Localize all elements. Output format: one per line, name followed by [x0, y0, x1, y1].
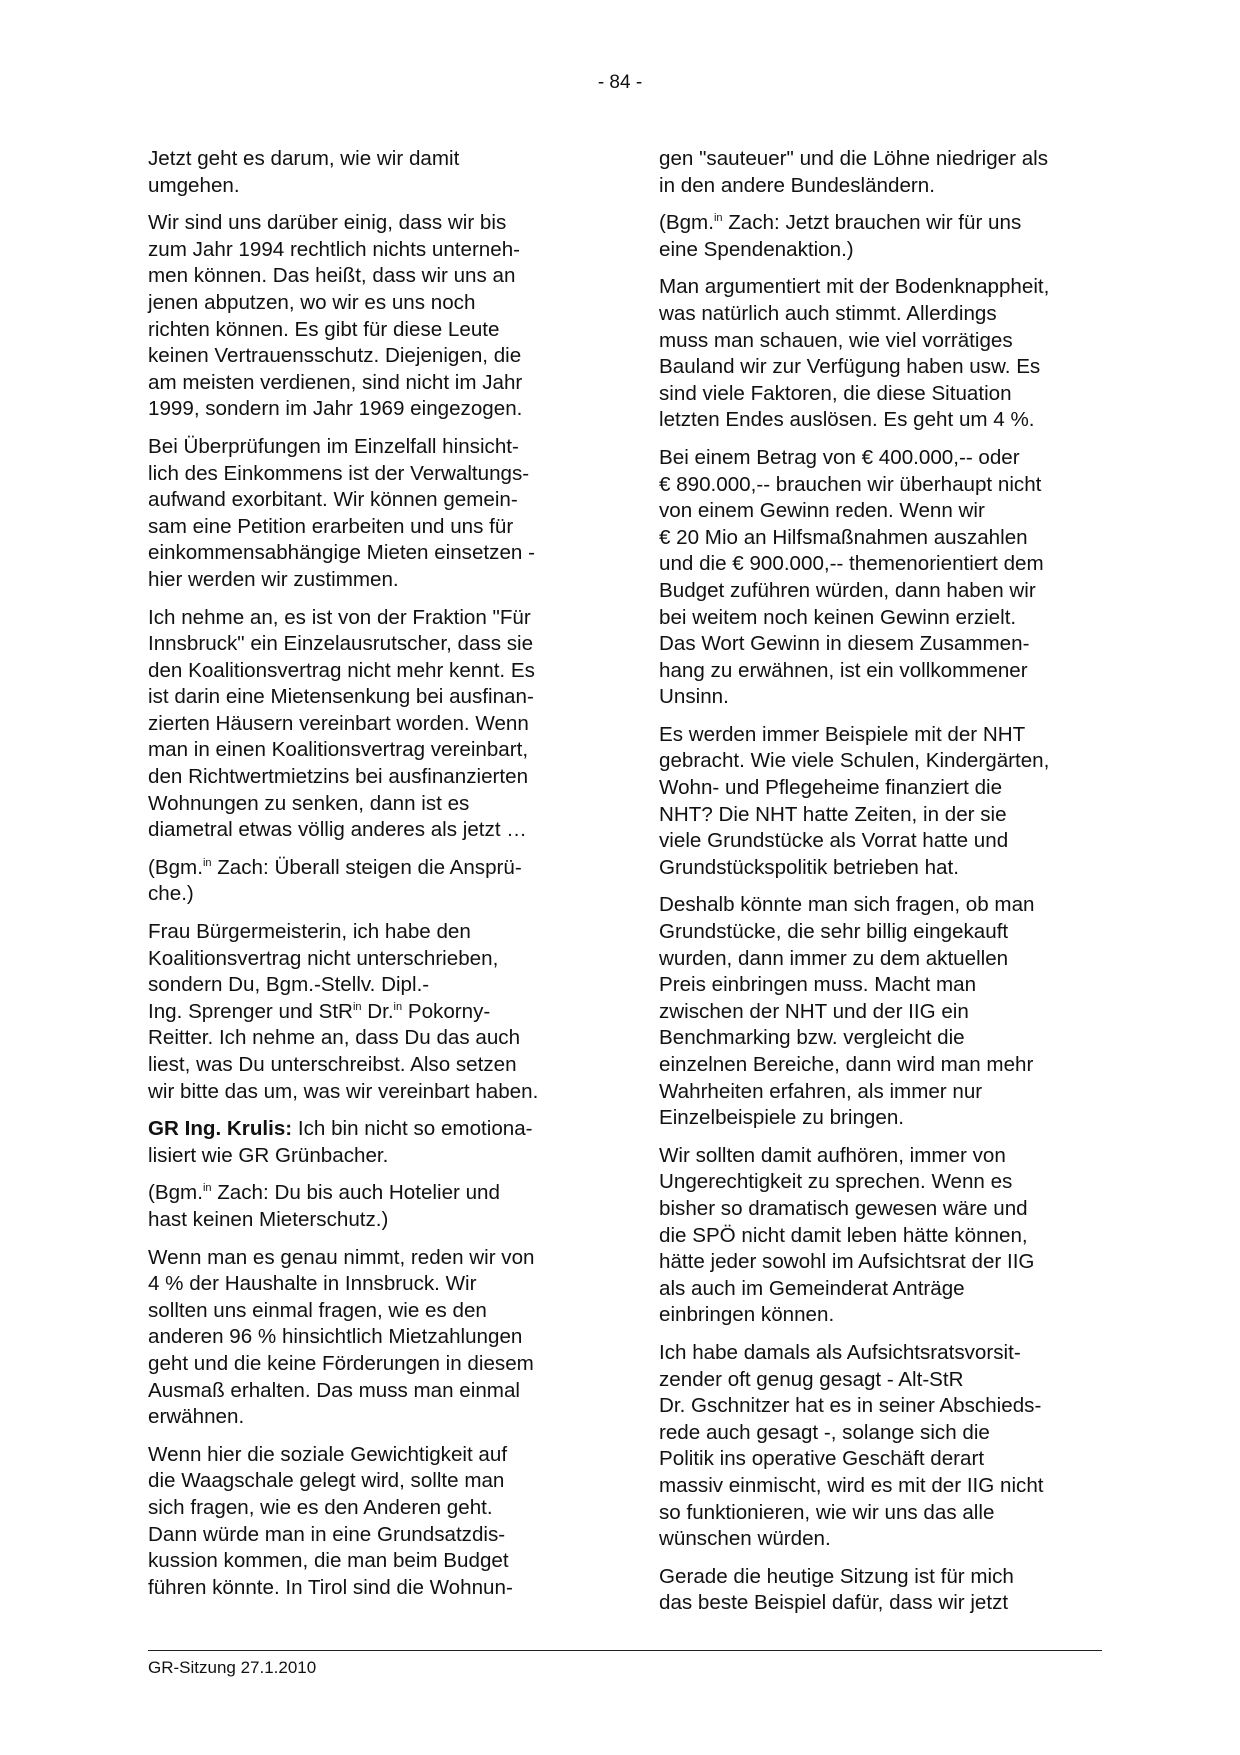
paragraph: Jetzt geht es darum, wie wir damit umgehen.	[148, 147, 460, 197]
paragraph: Ich nehme an, es ist von der Fraktion "Für Innsbruck" ein Einzelausrutscher, dass sie den Koalitionsvertrag nicht mehr kennt. Es ist darin eine Mietensenkung bei ausfinan- zierten Häusern vereinbart worden. Wenn man in einen Koalitionsvertrag vereinbart, den Richtwertmietzins bei ausfinanzierten Wohnungen zu senken, dann ist es diametral etwas völlig anderes als jetzt …	[148, 605, 535, 842]
paragraph: Gerade die heutige Sitzung ist für mich das beste Beispiel dafür, dass wir jetzt	[659, 1564, 1014, 1615]
superscript-in: in	[202, 1182, 212, 1195]
paragraph: GR Ing. Krulis: Ich bin nicht so emotiona- lisiert wie GR Grünbacher.	[148, 1117, 533, 1167]
paragraph: Man argumentiert mit der Bodenknappheit, was natürlich auch stimmt. Allerdings muss man schauen, wie viel vorrätiges Bauland wir zur Verfügung haben usw. Es sind viele Faktoren, die diese Situation letzten Endes auslösen. Es geht um 4 %.	[659, 275, 1050, 432]
paragraph: Wenn man es genau nimmt, reden wir von 4 % der Haushalte in Innsbruck. Wir sollten uns einmal fragen, wie es den anderen 96 % hinsichtlich Mietzahlungen geht und die keine Förderungen in diesem Ausmaß erhalten. Das muss man einmal erwähnen.	[148, 1245, 535, 1429]
paragraph: Bei Überprüfungen im Einzelfall hinsicht- lich des Einkommens ist der Verwaltungs- aufwand exorbitant. Wir können gemein- sam eine Petition erarbeiten und uns für einkommensabhängige Mieten einsetzen - hier werden wir zustimmen.	[148, 434, 535, 591]
superscript-in: in	[713, 212, 723, 225]
paragraph: Ich habe damals als Aufsichtsratsvorsit- zender oft genug gesagt - Alt-StR Dr. Gschnitzer hat es in seiner Abschieds- rede auch gesagt -, solange sich die Politik ins operative Geschäft derart massiv einmischt, wird es mit der IIG nicht so funktionieren, wie wir uns das alle wünschen würden.	[659, 1340, 1044, 1551]
footer-divider	[148, 1650, 1102, 1651]
paragraph: (Bgm.$^{in}$ Zach: Du bis auch Hotelier und hast keinen Mieterschutz.)	[148, 1181, 500, 1231]
footer-session-date: GR-Sitzung 27.1.2010	[148, 1658, 317, 1677]
speaker-name: GR Ing. Krulis:	[148, 1117, 293, 1141]
page-number: - 84 -	[597, 72, 643, 93]
superscript-in: in	[352, 1000, 362, 1013]
paragraph: Wir sollten damit aufhören, immer von Ungerechtigkeit zu sprechen. Wenn es bisher so dramatisch gewesen wäre und die SPÖ nicht damit leben hätte können, hätte jeder sowohl im Aufsichtsrat der IIG als auch im Gemeinderat Anträge einbringen können.	[659, 1143, 1035, 1327]
paragraph: Wenn hier die soziale Gewichtigkeit auf die Waagschale gelegt wird, sollte man sich fragen, wie es den Anderen geht. Dann würde man in eine Grundsatzdis- kussion kommen, die man beim Budget führen könnte. In Tirol sind die Wohnun-	[148, 1442, 513, 1599]
paragraph: Frau Bürgermeisterin, ich habe den Koalitionsvertrag nicht unterschrieben, sondern Du, Bgm.-Stellv. Dipl.- Ing. Sprenger und StR$^{in}$ Dr.$^{in}$ Pokorny- Reitter. Ich nehme an, dass Du das auch liest, was Du unterschreibst. Also setzen wir bitte das um, was wir vereinbart haben.	[148, 920, 539, 1103]
paragraph: Deshalb könnte man sich fragen, ob man Grundstücke, die sehr billig eingekauft wurden, dann immer zu dem aktuellen Preis einbringen muss. Macht man zwischen der NHT und der IIG ein Benchmarking bzw. vergleicht die einzelnen Bereiche, dann wird man mehr Wahrheiten erfahren, als immer nur Einzelbeispiele zu bringen.	[659, 893, 1035, 1130]
paragraph: (Bgm.$^{in}$ Zach: Jetzt brauchen wir für uns eine Spendenaktion.)	[659, 211, 1022, 261]
paragraph: Es werden immer Beispiele mit der NHT gebracht. Wie viele Schulen, Kindergärten, Wohn- und Pflegeheime finanziert die NHT? Die NHT hatte Zeiten, in der sie viele Grundstücke als Vorrat hatte und Grundstückspolitik betrieben hat.	[659, 722, 1050, 879]
paragraph: (Bgm.$^{in}$ Zach: Überall steigen die Ansprü- che.)	[148, 855, 522, 906]
superscript-in: in	[202, 856, 212, 869]
superscript-in: in	[393, 1000, 403, 1013]
paragraph: Wir sind uns darüber einig, dass wir bis zum Jahr 1994 rechtlich nichts unterneh- men können. Das heißt, dass wir uns an jenen abputzen, wo wir es uns noch richten können. Es gibt für diese Leute keinen Vertrauensschutz. Diejenigen, die am meisten verdienen, sind nicht im Jahr 1999, sondern im Jahr 1969 eingezogen.	[148, 211, 523, 421]
paragraph: gen "sauteuer" und die Löhne niedriger als in den andere Bundesländern.	[659, 147, 1049, 197]
right-column	[659, 146, 1101, 1628]
paragraph: Bei einem Betrag von € 400.000,-- oder € 890.000,-- brauchen wir überhaupt nicht von einem Gewinn reden. Wenn wir € 20 Mio an Hilfsmaßnahmen auszahlen und die € 900.000,-- themenorientiert dem Budget zuführen würden, dann haben wir bei weitem noch keinen Gewinn erzielt. Das Wort Gewinn in diesem Zusammen- hang zu erwähnen, ist ein vollkommener Unsinn.	[659, 445, 1044, 709]
left-column	[148, 146, 590, 1612]
